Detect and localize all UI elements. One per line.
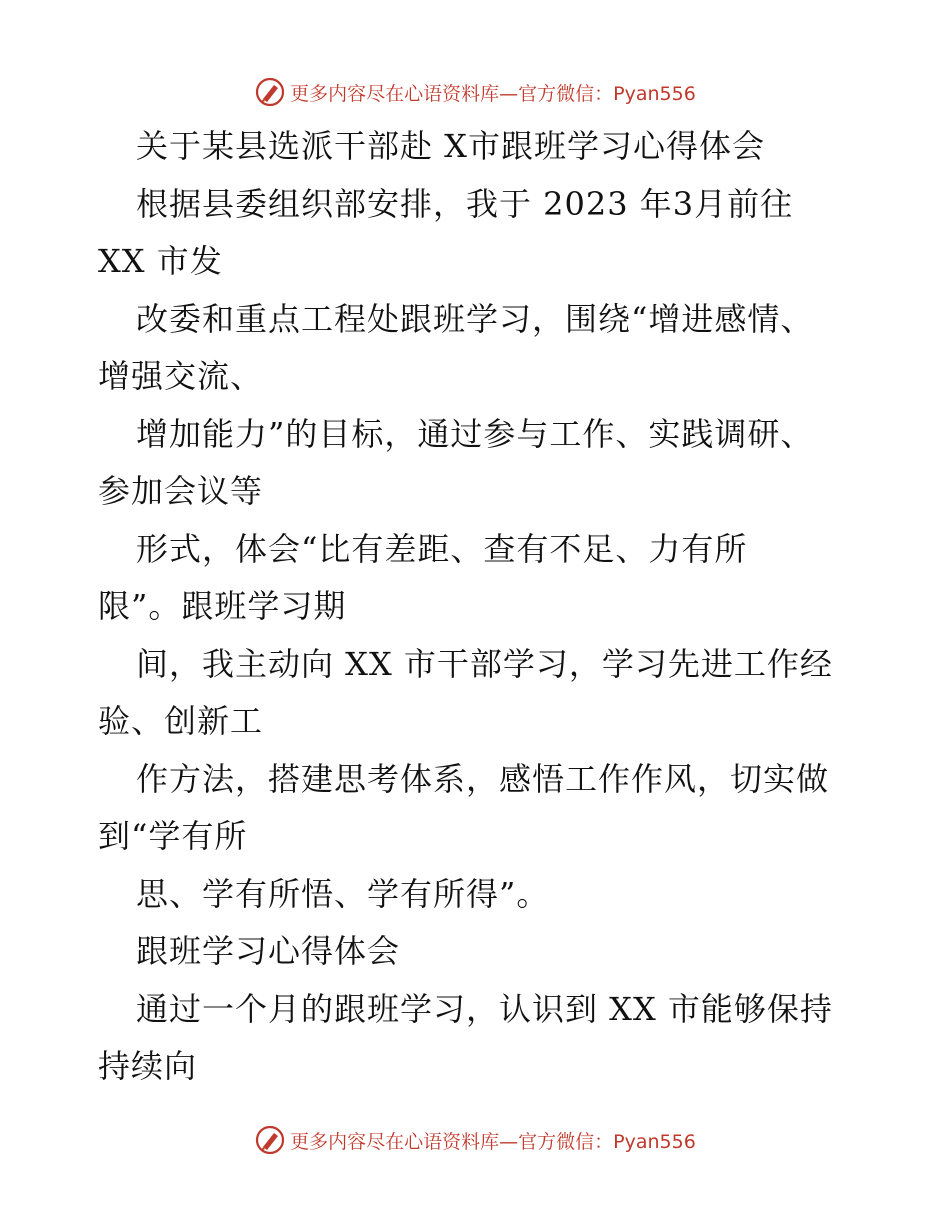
watermark-text: 更多内容尽在心语资料库—官方微信：Pyan556 [290,82,696,105]
text-line: 验、创新工 [98,702,264,740]
watermark-header [0,72,950,112]
text-line: 增强交流、 [98,357,264,395]
section-heading: 跟班学习心得体会 [136,932,401,970]
text-line: 限”。跟班学习期 [98,587,347,625]
text-line: 间，我主动向 XX 市干部学习，学习先进工作经 [136,644,833,683]
text-line: 改委和重点工程处跟班学习，围绕“增进感情、 [136,299,814,338]
text-line: 参加会议等 [98,472,264,510]
text-line: 持续向 [98,1047,198,1085]
pen-logo-icon [254,76,286,108]
text-line: 作方法，搭建思考体系，感悟工作作风，切实做 [136,759,830,798]
text-line: XX 市发 [98,242,223,280]
text-line: 到“学有所 [98,817,248,855]
text-line: 形式，体会“比有差距、查有不足、力有所 [136,529,748,568]
text-line: 通过一个月的跟班学习，认识到 XX 市能够保持 [136,989,833,1028]
pen-logo-icon [254,1124,286,1156]
text-line: 思、学有所悟、学有所得”。 [136,874,550,913]
text-line: 根据县委组织部安排，我于 2023 年3月前往 [136,184,794,223]
text-line: 增加能力”的目标，通过参与工作、实践调研、 [136,414,814,453]
watermark-footer [0,1120,950,1160]
document-body [98,118,878,1096]
document-title: 关于某县选派干部赴 X市跟班学习心得体会 [136,127,765,165]
watermark-text: 更多内容尽在心语资料库—官方微信：Pyan556 [290,1130,696,1153]
